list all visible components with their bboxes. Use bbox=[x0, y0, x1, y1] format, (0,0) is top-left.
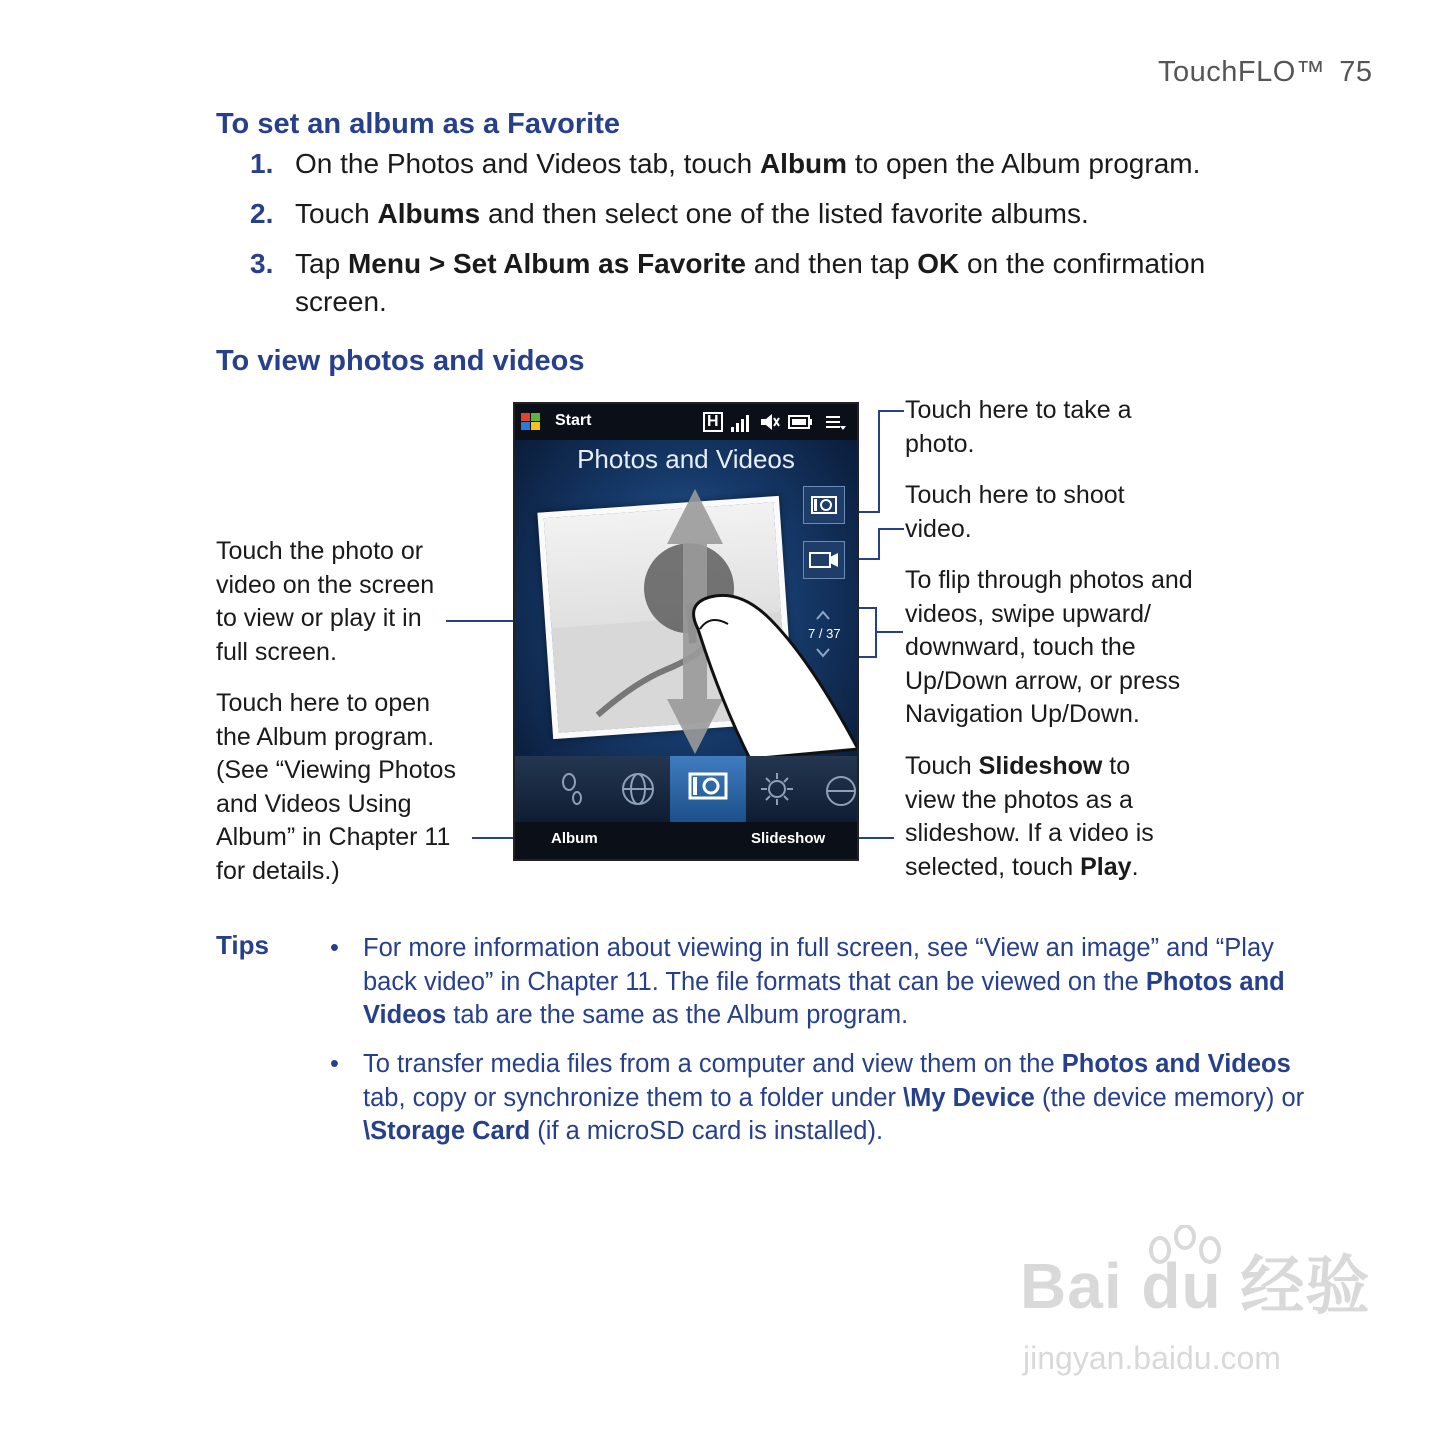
tip-text: For more information about viewing in full screen, see “View an image” and “Play back video” in Chapter 11. The file formats that can be viewed on the Photos and Videos tab are the same as the Album program. bbox=[363, 934, 1285, 1029]
step-text: Touch Albums and then select one of the listed favorite albums. bbox=[295, 198, 1089, 229]
leader-line bbox=[878, 410, 904, 412]
callout-flip: To flip through photos and videos, swipe upward/ downward, touch the Up/Down arrow, or press Navigation Up/Down. bbox=[905, 566, 1193, 728]
menu-icon[interactable] bbox=[825, 414, 847, 432]
globe-icon[interactable] bbox=[620, 771, 656, 807]
step-text: On the Photos and Videos tab, touch Album to open the Album program. bbox=[295, 148, 1201, 179]
callout-take-photo: Touch here to take a photo. bbox=[905, 396, 1132, 458]
soft-key-bar bbox=[515, 822, 857, 859]
step-number: 1. bbox=[250, 148, 274, 179]
tab-dock bbox=[515, 756, 857, 822]
callout-open-album: Touch here to open the Album program. (See “Viewing Photos and Videos Using Album” in Chapter 11 for details.) bbox=[216, 689, 456, 885]
watermark-brand: Bai du 经验 bbox=[1020, 1250, 1371, 1322]
battery-icon bbox=[788, 415, 812, 429]
step-number: 3. bbox=[250, 248, 274, 279]
leader-line bbox=[878, 528, 880, 560]
signal-icon bbox=[729, 412, 749, 434]
page-header bbox=[1158, 56, 1373, 89]
windows-flag-icon[interactable] bbox=[519, 411, 543, 433]
status-bar bbox=[515, 404, 857, 440]
down-arrow-icon[interactable] bbox=[815, 647, 831, 659]
start-label[interactable]: Start bbox=[555, 412, 592, 429]
video-camera-icon bbox=[804, 542, 844, 578]
heading-favorite: To set an album as a Favorite bbox=[216, 108, 620, 140]
tip-item bbox=[330, 932, 1330, 1037]
callout-shoot-video: Touch here to shoot video. bbox=[905, 481, 1125, 543]
hsdpa-icon: H bbox=[703, 412, 723, 432]
bracket-line bbox=[875, 631, 903, 633]
header-section: TouchFLO™ bbox=[1158, 56, 1326, 88]
footprints-icon[interactable] bbox=[555, 770, 589, 808]
step-1 bbox=[250, 145, 1310, 185]
leader-line bbox=[878, 410, 880, 513]
finger-icon bbox=[680, 589, 859, 759]
internet-icon[interactable] bbox=[823, 773, 857, 807]
weather-sun-icon[interactable] bbox=[759, 771, 795, 807]
album-soft-key[interactable]: Album bbox=[551, 830, 598, 847]
phone-screenshot bbox=[513, 402, 859, 861]
bracket-line bbox=[857, 656, 877, 658]
speaker-icon bbox=[759, 412, 781, 432]
watermark-url: jingyan.baidu.com bbox=[1023, 1340, 1281, 1376]
page-number: 75 bbox=[1339, 56, 1373, 88]
up-arrow-icon[interactable] bbox=[815, 609, 831, 621]
step-2 bbox=[250, 195, 1310, 235]
step-text: Tap Menu > Set Album as Favorite and then tap OK on the confirmation screen. bbox=[295, 248, 1206, 317]
video-button[interactable] bbox=[803, 541, 845, 579]
callout-slideshow: Touch Slideshow to view the photos as a slideshow. If a video is selected, touch Play. bbox=[905, 752, 1154, 881]
tips-label: Tips bbox=[216, 930, 269, 960]
camera-button[interactable] bbox=[803, 486, 845, 524]
photos-videos-tab[interactable] bbox=[670, 756, 746, 822]
bracket-line bbox=[857, 607, 877, 609]
bullet-icon: • bbox=[330, 1050, 339, 1078]
tip-item bbox=[330, 1048, 1330, 1153]
tab-title: Photos and Videos bbox=[577, 444, 795, 474]
step-number: 2. bbox=[250, 198, 274, 229]
callout-view-full-screen: Touch the photo or video on the screen to view or play it in full screen. bbox=[216, 537, 435, 666]
slideshow-soft-key[interactable]: Slideshow bbox=[751, 830, 826, 847]
photo-counter: 7 / 37 bbox=[808, 626, 841, 641]
camera-icon bbox=[804, 487, 844, 523]
leader-line bbox=[878, 528, 904, 530]
bullet-icon: • bbox=[330, 934, 339, 962]
tip-text: To transfer media files from a computer and view them on the Photos and Videos tab, copy or synchronize them to a folder under \My Device (the device memory) or \Storage Card (if a microSD card is installed). bbox=[363, 1050, 1305, 1145]
heading-view-photos: To view photos and videos bbox=[216, 345, 585, 377]
step-3 bbox=[250, 245, 1310, 325]
photo-camera-tab-icon bbox=[670, 756, 746, 822]
